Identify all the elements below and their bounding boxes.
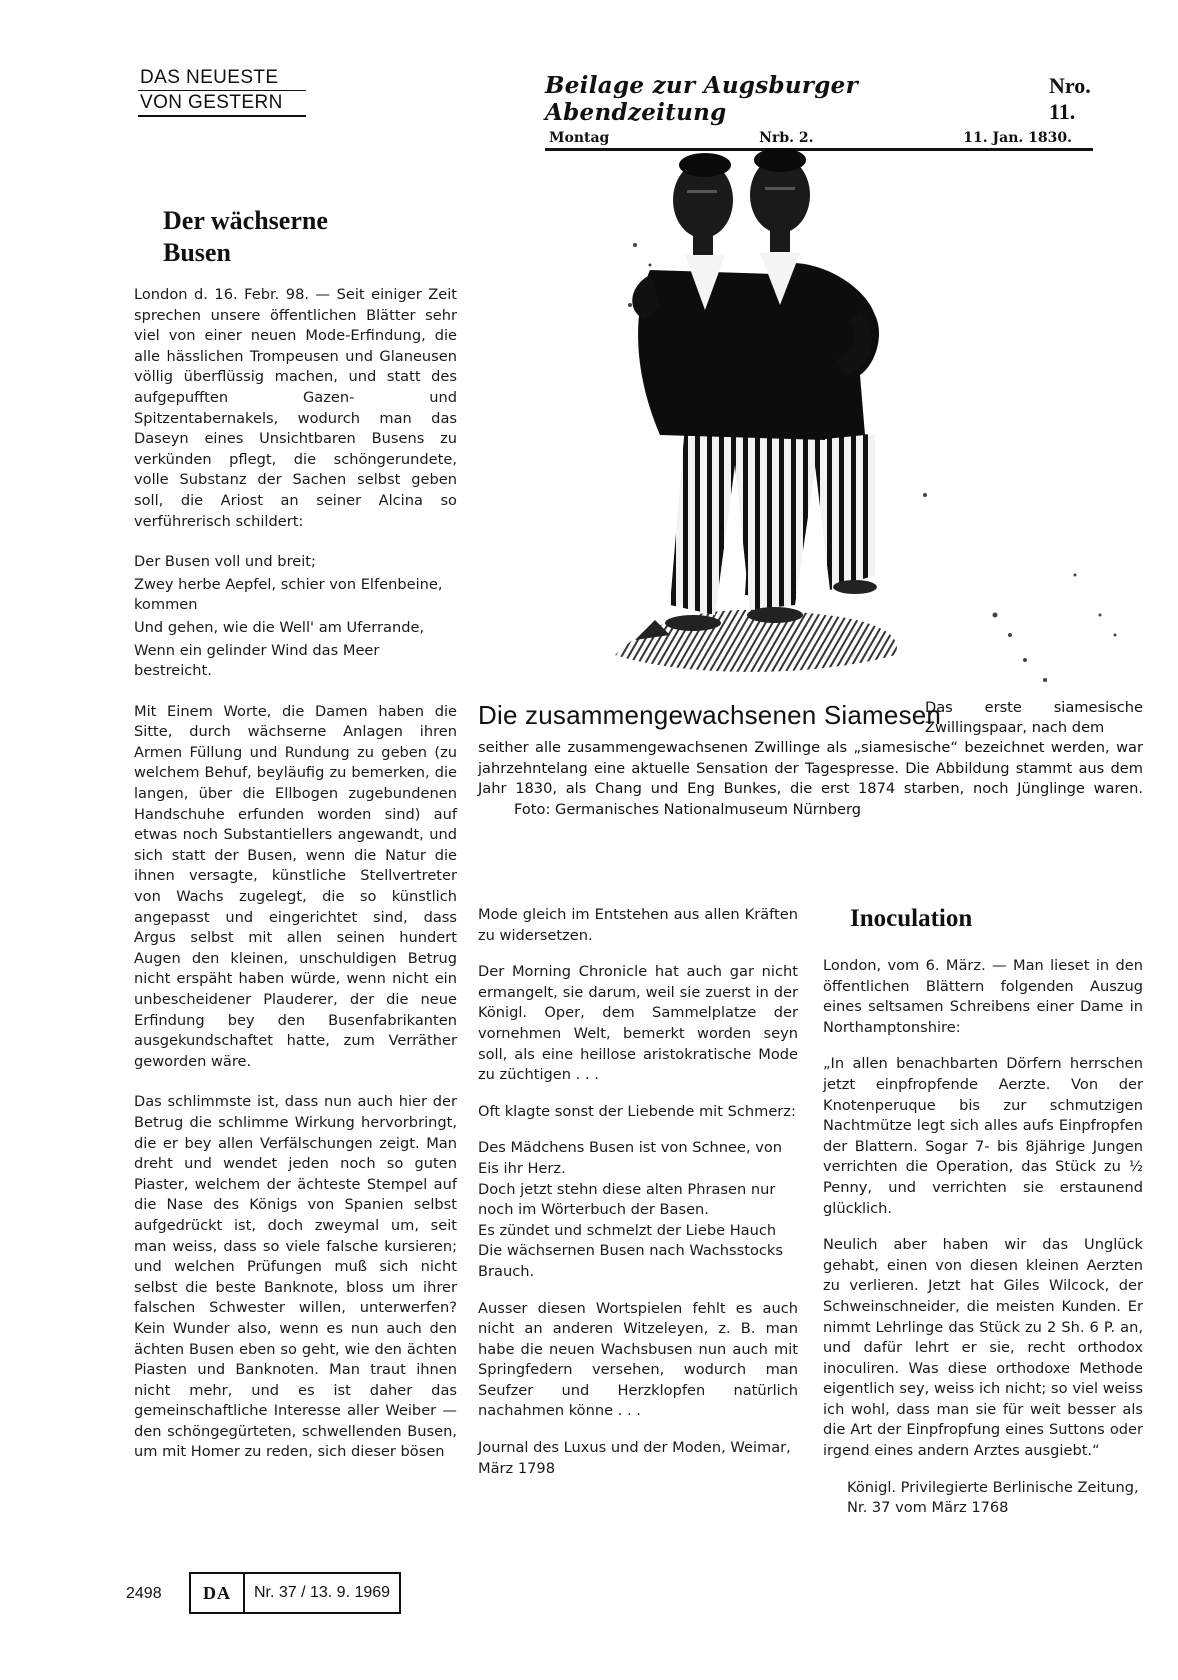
caption-text: seither alle zusammengewachsenen Zwillinge als „siamesische“ bezeichnet werden, war jahrzehntelang eine aktuelle Sensation der Tagespresse. Die Abbildung stammt aus dem Jahr 1830, als Chang und Eng Bunkes, die erst 1874 starben, noch Jünglinge waren. — [478, 739, 1143, 797]
inoculation-title: Inoculation — [850, 905, 973, 932]
verse-line: Des Mädchens Busen ist von Schnee, von Eis ihr Herz. — [478, 1139, 783, 1177]
article-column-1 — [134, 285, 457, 1463]
verse-block — [478, 1138, 798, 1282]
poem-line: Und gehen, wie die Well' am Uferrande, — [134, 618, 425, 636]
poem-line: Der Busen voll und breit; — [134, 553, 316, 571]
page-number: 2498 — [126, 1585, 162, 1602]
article-paragraph-2: Mit Einem Worte, die Damen haben die Sitte, durch wächserne Anlagen ihren Armen Füllung und Rundung zu geben (zu welchem Behuf, beyläufig zu bemerken, die langen, über die Ellbogen zugebundenen Handschuhe erfunden worden sind) auf etwas noch Substantiellers angewandt, und sich statt der Busen, wenn die Natur die ihnen versagte, künstliche Stellvertreter von Wachs zugelegt, die so künstlich angepasst und eingerichtet sind, dass Argus selbst mit allen seinen hundert Augen den kleinen, unschuldigen Betrug nicht erspäht haben würde, wenn nicht ein unbescheidener Plauderer, der die neue Erfindung bey den Busenfabrikanten ausgekundschaftet hatte, zum Verräther geworden wäre. — [134, 702, 457, 1070]
verse-line: Die wächsernen Busen nach Wachsstocks Brauch. — [478, 1242, 783, 1280]
article-source: Journal des Luxus und der Moden, Weimar, März 1798 — [478, 1439, 791, 1477]
article-title-line2: Busen — [163, 238, 231, 267]
poem-block — [134, 552, 457, 682]
inoculation-paragraph-3: Neulich aber haben wir das Unglück gehabt, einen von diesen kleinen Aerzten zu verlieren. Jetzt hat Giles Wilcock, der Schweinschneider, die meisten Kunden. Er nimmt Lehrlinge das Stück zu 2 Sh. 6 P. an, und dafür lehrt er sie, recht orthodox inoculiren. Was diese orthodoxe Methode eigentlich sey, weiss ich nicht; so viel weiss ich wohl, dass man sie für weit besser als die Art der Einpfropfung eines Suttons oder irgend eines andern Arztes ausgiebt.“ — [823, 1236, 1143, 1460]
verse-line: Doch jetzt stehn diese alten Phrasen nur noch im Wörterbuch der Basen. — [478, 1180, 776, 1219]
article-paragraph-5: Der Morning Chronicle hat auch gar nicht ermangelt, sie darum, weil sie zuerst in der Königl. Oper, dem Sammelplatze der vornehmen Welt, bemerkt worden seyn soll, als eine heillose aristokratische Mode zu züchtigen . . . — [478, 963, 798, 1084]
article-paragraph-4: Mode gleich im Entstehen aus allen Kräften zu widersetzen. — [478, 906, 798, 944]
footer-issue-box — [189, 1572, 401, 1614]
article-paragraph-6: Oft klagte sonst der Liebende mit Schmerz: — [478, 1102, 796, 1120]
section-header-line2: VON GESTERN — [138, 91, 306, 117]
section-header — [138, 66, 306, 117]
masthead-date: 11. Jan. 1830. — [963, 130, 1072, 146]
masthead-day: Montag — [549, 130, 610, 146]
inoculation-column — [823, 956, 1143, 1519]
issue-info: Nr. 37 / 13. 9. 1969 — [253, 1584, 391, 1601]
article-title-line1: Der wächserne — [163, 206, 328, 235]
masthead-number: Nro. 11. — [1048, 73, 1091, 124]
masthead-title: Beilage zur Augsburger Abendzeitung — [545, 72, 859, 126]
article-column-2 — [478, 905, 798, 1479]
inoculation-paragraph-2: „In allen benachbarten Dörfern herrschen jetzt einpfropfende Aerzte. Von der Knotenperuque bis zur schmutzigen Nachtmütze legt sich alles aufs Einpfropfen der Blattern. Sogar 7- bis 8jährige Jungen verrichten die Operation, das Stück zu ½ Penny, und verrichten sie erstaunend glücklich. — [823, 1055, 1143, 1217]
verse-line: Es zündet und schmelzt der Liebe Hauch — [478, 1221, 777, 1239]
article-paragraph-1: London d. 16. Febr. 98. — Seit einiger Zeit sprechen unsere öffentlichen Blätter sehr viel von einer neuen Mode-Erfindung, die alle hässlichen Trompeusen und Glaneusen völlig überflüssig machen, und statt des aufgepufften Gazen- und Spitzentabernakels, wodurch man das Daseyn eines Unsichtbaren Busens zu verkünden pflegt, die schöngerundete, volle Substanz der Sachen selbst geben soll, die Ariost an seiner Alcina so verführerisch schildert: — [134, 286, 457, 530]
caption-intro: Das erste siamesische Zwillingspaar, nach dem — [925, 699, 1143, 736]
caption-title: Die zusammengewachsenen Siamesen — [478, 700, 942, 730]
siamese-twins-engraving — [575, 135, 1135, 690]
poem-line: Zwey herbe Aepfel, schier von Elfenbeine, kommen — [134, 575, 443, 614]
magazine-logo: DA — [191, 1574, 245, 1612]
masthead-nrb: Nrb. 2. — [759, 130, 814, 146]
photo-credit: Foto: Germanisches Nationalmuseum Nürnberg — [514, 800, 861, 818]
section-header-line1: DAS NEUESTE — [138, 66, 306, 91]
article-paragraph-7: Ausser diesen Wortspielen fehlt es auch nicht an anderen Witzeleyen, z. B. man habe die neuen Wachsbusen nun auch mit Springfedern versehen, wodurch man Seufzer und Herzklopfen natürlich nachahmen könne . . . — [478, 1299, 798, 1420]
inoculation-source: Königl. Privilegierte Berlinische Zeitung, Nr. 37 vom März 1768 — [847, 1478, 1139, 1517]
article-paragraph-3: Das schlimmste ist, dass nun auch hier der Betrug die schlimme Wirkung hervorbringt, die er bey allen Verfälschungen zeigt. Man dreht und wendet jeden noch so guten Piaster, welchem der ächteste Stempel auf die Nase des Königs von Spanien selbst aufgedrückt ist, doch zweymal um, seit man weiss, dass so viele falsche kursieren; und welchen Prüfungen muß sich nicht selbst die beste Banknote, bloss um ihrer falschen Schwester willen, unterwerfen? Kein Wunder also, wenn es nun auch den ächten Busen eben so geht, wie den ächten Piasten und Banknoten. Man traut ihnen nicht mehr, und es ist daher das gemeinschaftliche Interesse aller Weiber — den schöngegürteten, schwellenden Busen, um mit Homer zu reden, sich dieser bösen — [134, 1093, 457, 1461]
inoculation-paragraph-1: London, vom 6. März. — Man lieset in den öffentlichen Blättern folgenden Auszug eines seltsamen Schreibens einer Dame in Northamptonshire: — [823, 957, 1143, 1036]
caption-body — [478, 738, 1143, 820]
poem-line: Wenn ein gelinder Wind das Meer bestreicht. — [134, 641, 380, 680]
article-title — [163, 205, 403, 269]
